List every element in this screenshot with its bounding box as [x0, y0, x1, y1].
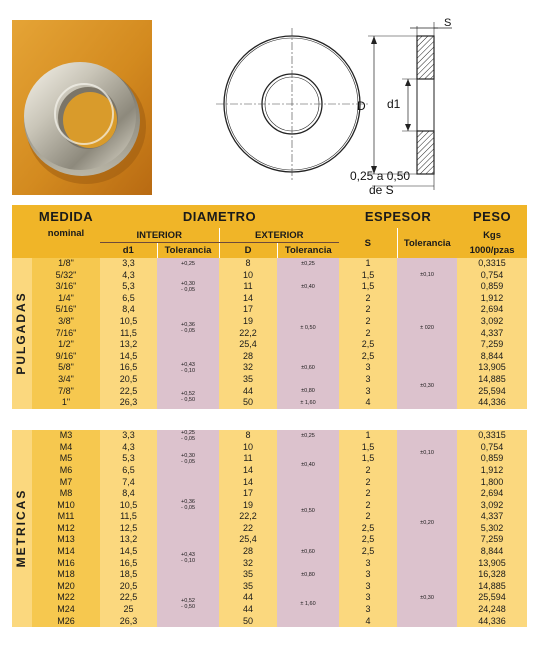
tolerancia-espesor-cell: ±0,10: [397, 258, 457, 293]
medida-cell: M4: [32, 442, 100, 454]
header-nominal: nominal: [32, 228, 100, 258]
medida-cell: M16: [32, 558, 100, 570]
peso-cell: 4,337: [457, 328, 527, 340]
D-cell: 14: [219, 477, 277, 489]
tolerancia-exterior-cell: ±0,40: [277, 270, 339, 305]
peso-cell: 0,3315: [457, 258, 527, 270]
drawing-label-d1: d1: [387, 97, 401, 111]
peso-cell: 44,336: [457, 397, 527, 409]
peso-cell: 7,259: [457, 534, 527, 546]
section-label-metricas: [12, 430, 32, 628]
medida-cell: 1/4": [32, 293, 100, 305]
S-cell: 2: [339, 488, 397, 500]
S-cell: 2: [339, 465, 397, 477]
D-cell: 8: [219, 430, 277, 442]
header-corner: [12, 205, 32, 228]
S-cell: 2,5: [339, 339, 397, 351]
tolerancia-exterior-cell: ±0,40: [277, 442, 339, 488]
D-cell: 11: [219, 281, 277, 293]
tolerancia-upper: +0,30: [181, 280, 195, 287]
tolerancia-lower: - 0,50: [180, 604, 196, 611]
table-row: [12, 430, 527, 442]
d1-cell: 12,5: [100, 523, 157, 535]
section-pulgadas: [12, 258, 527, 409]
header-corner-2: [12, 228, 32, 258]
section-gap: [12, 409, 527, 430]
tolerancia-upper: +0,43: [181, 362, 195, 369]
D-cell: 28: [219, 546, 277, 558]
medida-cell: 7/8": [32, 386, 100, 398]
D-cell: 10: [219, 442, 277, 454]
peso-cell: 1,800: [457, 477, 527, 489]
d1-cell: 16,5: [100, 558, 157, 570]
tolerancia-lower: - 0,10: [180, 368, 196, 375]
header-D: D: [219, 243, 277, 259]
table-row: [12, 362, 527, 374]
peso-cell: 24,248: [457, 604, 527, 616]
d1-cell: 26,3: [100, 397, 157, 409]
d1-cell: 5,3: [100, 453, 157, 465]
D-cell: 50: [219, 397, 277, 409]
S-cell: 1,5: [339, 270, 397, 282]
D-cell: 17: [219, 304, 277, 316]
S-cell: 1: [339, 258, 397, 270]
tolerancia-exterior-cell: ± 1,60: [277, 397, 339, 409]
header-tolerancia-interior: Tolerancia: [157, 243, 219, 259]
S-cell: 1: [339, 430, 397, 442]
tolerancia-lower: - 0,05: [180, 459, 196, 466]
header-peso: PESO: [457, 205, 527, 228]
S-cell: 2: [339, 477, 397, 489]
peso-cell: 1,912: [457, 465, 527, 477]
D-cell: 22: [219, 523, 277, 535]
tolerancia-interior-cell: [157, 386, 219, 409]
d1-cell: 22,5: [100, 592, 157, 604]
D-cell: 14: [219, 465, 277, 477]
S-cell: 1,5: [339, 281, 397, 293]
d1-cell: 7,4: [100, 477, 157, 489]
header-s: S: [339, 228, 397, 258]
d1-cell: 11,5: [100, 511, 157, 523]
table-row: [12, 477, 527, 489]
tolerancia-interior-cell: [157, 258, 219, 270]
peso-cell: 8,844: [457, 546, 527, 558]
tolerancia-exterior-cell: ±0,25: [277, 258, 339, 270]
drawing-note-line2: de S: [369, 183, 394, 197]
medida-cell: M6: [32, 465, 100, 477]
S-cell: 2: [339, 328, 397, 340]
medida-cell: M13: [32, 534, 100, 546]
tolerancia-upper: +0,36: [181, 321, 195, 328]
medida-cell: 5/32": [32, 270, 100, 282]
peso-cell: 8,844: [457, 351, 527, 363]
D-cell: 22,2: [219, 328, 277, 340]
medida-cell: 3/16": [32, 281, 100, 293]
tolerancia-interior-cell: [157, 351, 219, 386]
S-cell: 3: [339, 362, 397, 374]
S-cell: 2: [339, 500, 397, 512]
peso-cell: 5,302: [457, 523, 527, 535]
peso-cell: 44,336: [457, 616, 527, 628]
tolerancia-exterior-cell: ±0,60: [277, 534, 339, 569]
peso-cell: 0,859: [457, 453, 527, 465]
header-kgs: Kgs: [457, 228, 527, 243]
D-cell: 10: [219, 270, 277, 282]
d1-cell: 26,3: [100, 616, 157, 628]
drawing-label-s: S: [444, 17, 452, 29]
S-cell: 3: [339, 386, 397, 398]
table-row: [12, 258, 527, 270]
tolerancia-upper: +0,36: [181, 499, 195, 506]
D-cell: 35: [219, 581, 277, 593]
peso-cell: 25,594: [457, 592, 527, 604]
tolerancia-exterior-cell: ±0,80: [277, 386, 339, 398]
header-d1: d1: [100, 243, 157, 259]
D-cell: 32: [219, 558, 277, 570]
medida-cell: M26: [32, 616, 100, 628]
S-cell: 3: [339, 569, 397, 581]
washer-photo: [12, 20, 152, 195]
tolerancia-lower: - 0,10: [180, 557, 196, 564]
tolerancia-exterior-cell: ± 0,50: [277, 304, 339, 350]
d1-cell: 6,5: [100, 465, 157, 477]
header-espesor: ESPESOR: [339, 205, 457, 228]
peso-cell: 3,092: [457, 316, 527, 328]
d1-cell: 5,3: [100, 281, 157, 293]
tolerancia-lower: - 0,05: [180, 327, 196, 334]
d1-cell: 8,4: [100, 304, 157, 316]
peso-cell: 3,092: [457, 500, 527, 512]
medida-cell: 1": [32, 397, 100, 409]
header-interior: INTERIOR: [100, 228, 219, 243]
d1-cell: 3,3: [100, 258, 157, 270]
medida-cell: M20: [32, 581, 100, 593]
tolerancia-espesor-cell: ±0,30: [397, 569, 457, 627]
tolerancia-exterior-cell: ±0,80: [277, 569, 339, 581]
tolerancia-interior-cell: [157, 430, 219, 442]
table-row: [12, 293, 527, 305]
washer-technical-drawing: [212, 14, 467, 198]
S-cell: 3: [339, 558, 397, 570]
tolerancia-lower: - 0,50: [180, 397, 196, 404]
D-cell: 32: [219, 362, 277, 374]
medida-cell: 1/8": [32, 258, 100, 270]
d1-cell: 13,2: [100, 534, 157, 546]
tolerancia-interior-cell: [157, 581, 219, 627]
tolerancia-lower: - 0,05: [180, 286, 196, 293]
S-cell: 2,5: [339, 546, 397, 558]
tolerancia-espesor-cell: ±0,20: [397, 477, 457, 570]
peso-cell: 2,694: [457, 304, 527, 316]
medida-cell: 3/8": [32, 316, 100, 328]
d1-cell: 14,5: [100, 351, 157, 363]
medida-cell: 9/16": [32, 351, 100, 363]
peso-cell: 2,694: [457, 488, 527, 500]
medida-cell: M10: [32, 500, 100, 512]
d1-cell: 18,5: [100, 569, 157, 581]
S-cell: 3: [339, 592, 397, 604]
header-tolerancia-exterior: Tolerancia: [277, 243, 339, 259]
d1-cell: 25: [100, 604, 157, 616]
tolerancia-upper: +0,25: [181, 429, 195, 436]
D-cell: 11: [219, 453, 277, 465]
S-cell: 2: [339, 511, 397, 523]
S-cell: 2,5: [339, 523, 397, 535]
tolerancia-espesor-cell: ±0,10: [397, 430, 457, 477]
tolerancia-lower: - 0,05: [180, 435, 196, 442]
drawing-label-d: D: [357, 99, 366, 113]
peso-cell: 0,3315: [457, 430, 527, 442]
tolerancia-exterior-cell: ±0,50: [277, 488, 339, 534]
drawing-note-line1: 0,25 a 0,50: [350, 169, 411, 183]
d1-cell: 22,5: [100, 386, 157, 398]
medida-cell: M8: [32, 488, 100, 500]
S-cell: 1,5: [339, 442, 397, 454]
tolerancia-interior-cell: [157, 270, 219, 305]
medida-cell: M12: [32, 523, 100, 535]
tolerancia-exterior-cell: ± 1,60: [277, 581, 339, 627]
tolerancia-upper: +0,52: [181, 391, 195, 398]
D-cell: 14: [219, 293, 277, 305]
D-cell: 22,2: [219, 511, 277, 523]
header-tolerancia-espesor: Tolerancia: [397, 228, 457, 258]
S-cell: 4: [339, 616, 397, 628]
S-cell: 2: [339, 293, 397, 305]
S-cell: 1,5: [339, 453, 397, 465]
S-cell: 2,5: [339, 351, 397, 363]
D-cell: 28: [219, 351, 277, 363]
d1-cell: 4,3: [100, 270, 157, 282]
header-exterior: EXTERIOR: [219, 228, 339, 243]
D-cell: 8: [219, 258, 277, 270]
section-label-text: METRICAS: [14, 489, 29, 568]
medida-cell: M5: [32, 453, 100, 465]
tolerancia-interior-cell: [157, 477, 219, 535]
header-diametro: DIAMETRO: [100, 205, 339, 228]
tolerancia-espesor-cell: ±0,30: [397, 362, 457, 408]
medida-cell: M14: [32, 546, 100, 558]
D-cell: 17: [219, 488, 277, 500]
d1-cell: 16,5: [100, 362, 157, 374]
D-cell: 44: [219, 386, 277, 398]
S-cell: 2: [339, 304, 397, 316]
S-cell: 3: [339, 604, 397, 616]
medida-cell: M18: [32, 569, 100, 581]
d1-cell: 8,4: [100, 488, 157, 500]
peso-cell: 25,594: [457, 386, 527, 398]
d1-cell: 20,5: [100, 581, 157, 593]
S-cell: 2,5: [339, 534, 397, 546]
d1-cell: 11,5: [100, 328, 157, 340]
d1-cell: 14,5: [100, 546, 157, 558]
S-cell: 3: [339, 374, 397, 386]
d1-cell: 10,5: [100, 500, 157, 512]
d1-cell: 13,2: [100, 339, 157, 351]
d1-cell: 3,3: [100, 430, 157, 442]
S-cell: 3: [339, 581, 397, 593]
D-cell: 25,4: [219, 534, 277, 546]
D-cell: 19: [219, 316, 277, 328]
medida-cell: M3: [32, 430, 100, 442]
d1-cell: 20,5: [100, 374, 157, 386]
D-cell: 19: [219, 500, 277, 512]
medida-cell: 5/8": [32, 362, 100, 374]
tolerancia-exterior-cell: ±0,25: [277, 430, 339, 442]
peso-cell: 16,328: [457, 569, 527, 581]
S-cell: 4: [339, 397, 397, 409]
D-cell: 44: [219, 604, 277, 616]
medida-cell: 5/16": [32, 304, 100, 316]
d1-cell: 6,5: [100, 293, 157, 305]
peso-cell: 14,885: [457, 374, 527, 386]
tolerancia-interior-cell: [157, 304, 219, 350]
d1-cell: 4,3: [100, 442, 157, 454]
header-medida: MEDIDA: [32, 205, 100, 228]
peso-cell: 14,885: [457, 581, 527, 593]
tolerancia-lower: - 0,05: [180, 505, 196, 512]
peso-cell: 13,905: [457, 558, 527, 570]
S-cell: 2: [339, 316, 397, 328]
peso-cell: 4,337: [457, 511, 527, 523]
medida-cell: 3/4": [32, 374, 100, 386]
tolerancia-interior-cell: [157, 534, 219, 580]
peso-cell: 1,912: [457, 293, 527, 305]
section-label-pulgadas: [12, 258, 32, 409]
section-metricas: [12, 430, 527, 628]
D-cell: 35: [219, 569, 277, 581]
table-row: [12, 569, 527, 581]
medida-cell: 7/16": [32, 328, 100, 340]
D-cell: 50: [219, 616, 277, 628]
medida-cell: M7: [32, 477, 100, 489]
medida-cell: M11: [32, 511, 100, 523]
header-pzas: 1000/pzas: [457, 243, 527, 259]
peso-cell: 0,754: [457, 442, 527, 454]
peso-cell: 13,905: [457, 362, 527, 374]
tolerancia-exterior-cell: ±0,60: [277, 351, 339, 386]
tolerancia-upper: +0,52: [181, 598, 195, 605]
tolerancia-interior-cell: [157, 442, 219, 477]
tolerancia-upper: +0,43: [181, 551, 195, 558]
peso-cell: 0,859: [457, 281, 527, 293]
medida-cell: 1/2": [32, 339, 100, 351]
washer-spec-table: [12, 205, 527, 627]
medida-cell: M24: [32, 604, 100, 616]
section-label-text: PULGADAS: [14, 291, 29, 376]
tolerancia-upper: +0,25: [181, 260, 195, 267]
D-cell: 25,4: [219, 339, 277, 351]
medida-cell: M22: [32, 592, 100, 604]
D-cell: 35: [219, 374, 277, 386]
tolerancia-upper: +0,30: [181, 453, 195, 460]
tolerancia-espesor-cell: ± 020: [397, 293, 457, 363]
d1-cell: 10,5: [100, 316, 157, 328]
peso-cell: 7,259: [457, 339, 527, 351]
D-cell: 44: [219, 592, 277, 604]
peso-cell: 0,754: [457, 270, 527, 282]
